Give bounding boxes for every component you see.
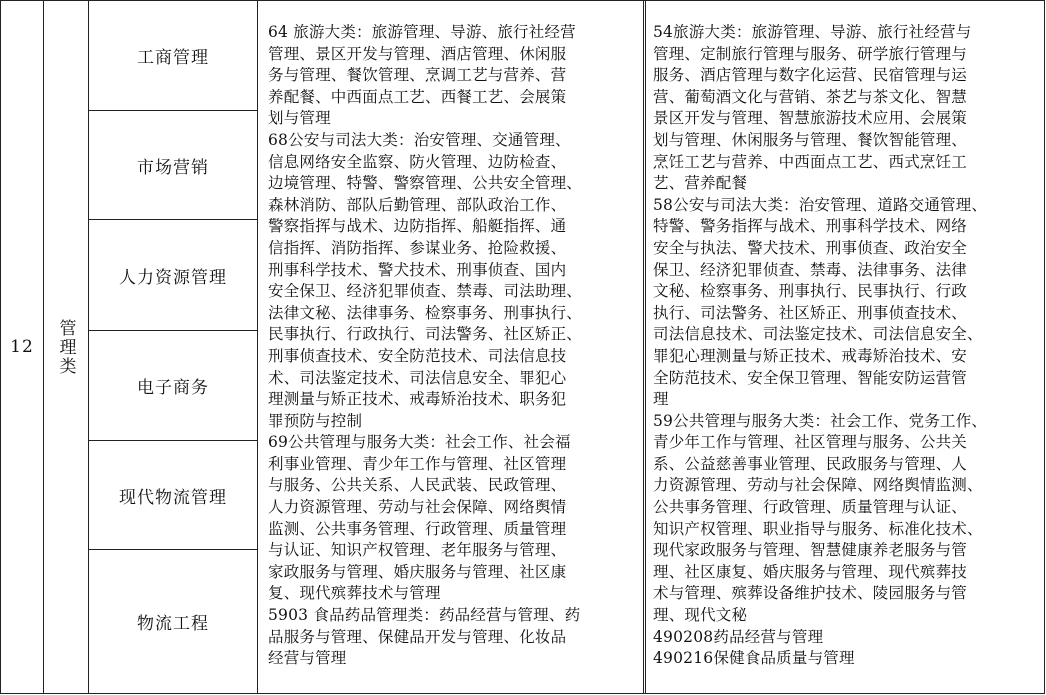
text-line: 划与管理、休闲服务与管理、餐饮智能管理、 xyxy=(653,130,968,149)
text-line: 术、司法鉴定技术、司法信息安全、罪犯心 xyxy=(268,368,567,387)
text-line: 复、现代殡葬技术与管理 xyxy=(268,584,441,603)
text-line: 人力资源管理、劳动与社会保障、网络舆情 xyxy=(268,498,567,517)
text-line: 司法信息技术、司法鉴定技术、司法信息安全、 xyxy=(653,325,983,344)
text-line: 管理、景区开发与管理、酒店管理、休闲服 xyxy=(268,44,567,63)
text-line: 69公共管理与服务大类：社会工作、社会福 xyxy=(268,433,571,452)
text-line: 营、葡萄酒文化与营销、茶艺与茶文化、智慧 xyxy=(653,87,968,106)
major-cell xyxy=(89,1,257,110)
text-line: 全防范技术、安全保卫管理、智能安防运营管 xyxy=(653,368,968,387)
major-name: 市场营销 xyxy=(137,157,209,178)
text-line: 490208药品经营与管理 xyxy=(653,627,824,646)
text-line: 法律文秘、法律事务、检察事务、刑事执行、 xyxy=(268,303,583,322)
text-line: 公共事务管理、行政管理、质量管理与认证、 xyxy=(653,498,968,517)
text-line: 边境管理、特警、警察管理、公共安全管理、 xyxy=(268,174,583,193)
text-line: 58公安与司法大类：治安管理、道路交通管理、 xyxy=(653,195,988,214)
text-line: 烹饪工艺与营养、中西面点工艺、西式烹饪工 xyxy=(653,152,968,171)
text-line: 青少年工作与管理、社区管理与服务、公共关 xyxy=(653,433,968,452)
table-border-bottom xyxy=(0,693,1045,694)
text-line: 经营与管理 xyxy=(268,649,347,668)
text-line: 罪犯心理测量与矫正技术、戒毒矫治技术、安 xyxy=(653,346,968,365)
text-line: 与服务、公共关系、人民武装、民政管理、 xyxy=(268,476,567,495)
new-catalog-majors xyxy=(653,22,987,670)
text-line: 现代家政服务与管理、智慧健康养老服务与管 xyxy=(653,541,968,560)
major-cell xyxy=(89,441,257,549)
text-line: 特警、警务指挥与战术、刑事科学技术、网络 xyxy=(653,217,968,236)
text-line: 养配餐、中西面点工艺、西餐工艺、会展策 xyxy=(268,87,567,106)
text-line: 文秘、检察事务、刑事执行、民事执行、行政 xyxy=(653,282,968,301)
text-line: 力资源管理、劳动与社会保障、网络舆情监测、 xyxy=(653,476,983,495)
category-cell xyxy=(44,1,88,693)
text-line: 监测、公共事务管理、行政管理、质量管理 xyxy=(268,519,567,538)
text-line: 刑事侦查技术、安全防范技术、司法信息技 xyxy=(268,346,567,365)
text-line: 68公安与司法大类：治安管理、交通管理、 xyxy=(268,130,571,149)
text-line: 54旅游大类：旅游管理、导游、旅行社经营与 xyxy=(653,23,972,41)
major-cell xyxy=(89,220,257,330)
text-line: 服务、酒店管理与数字化运营、民宿管理与运 xyxy=(653,66,968,85)
text-line: 罪预防与控制 xyxy=(268,411,363,430)
old-catalog-majors xyxy=(268,22,582,670)
major-name: 人力资源管理 xyxy=(119,267,227,288)
text-line: 民事执行、行政执行、司法警务、社区矫正、 xyxy=(268,325,583,344)
text-line: 警察指挥与战术、边防指挥、船艇指挥、通 xyxy=(268,217,567,236)
major-name: 电子商务 xyxy=(137,378,209,398)
text-line: 品服务与管理、保健品开发与管理、化妆品 xyxy=(268,627,567,646)
text-line: 信指挥、消防指挥、参谋业务、抢险救援、 xyxy=(268,238,567,257)
table-border-right xyxy=(1044,0,1045,694)
major-cell xyxy=(89,550,257,693)
text-line: 管理、定制旅行管理与服务、研学旅行管理与 xyxy=(653,44,968,63)
major-name: 工商管理 xyxy=(137,48,209,68)
text-line: 安全与执法、警犬技术、刑事侦查、政治安全 xyxy=(653,238,968,257)
text-line: 59公共管理与服务大类：社会工作、党务工作、 xyxy=(653,411,988,430)
text-line: 术与管理、殡葬设备维护技术、陵园服务与管 xyxy=(653,584,968,603)
text-line: 保卫、经济犯罪侦查、禁毒、法律事务、法律 xyxy=(653,260,968,279)
column-divider xyxy=(257,0,258,694)
major-name: 物流工程 xyxy=(137,614,209,634)
text-line: 信息网络安全监察、防火管理、边防检查、 xyxy=(268,152,567,171)
text-line: 理测量与矫正技术、戒毒矫治技术、职务犯 xyxy=(268,390,567,409)
text-line: 理、社区康复、婚庆服务与管理、现代殡葬技 xyxy=(653,562,968,581)
text-line: 系、公益慈善事业管理、民政服务与管理、人 xyxy=(653,454,968,473)
major-name: 现代物流管理 xyxy=(119,487,227,508)
text-line: 5903 食品药品管理类：药品经营与管理、药 xyxy=(268,606,581,625)
text-line: 执行、司法警务、社区矫正、刑事侦查技术、 xyxy=(653,303,968,322)
text-line: 刑事科学技术、警犬技术、刑事侦查、国内 xyxy=(268,260,567,279)
column-divider xyxy=(643,0,644,694)
text-line: 安全保卫、经济犯罪侦查、禁毒、司法助理、 xyxy=(268,282,583,301)
text-line: 务与管理、餐饮管理、烹调工艺与营养、营 xyxy=(268,66,567,85)
row-number xyxy=(1,1,43,693)
major-cell xyxy=(89,331,257,440)
text-line: 理 xyxy=(653,390,669,409)
text-line: 与认证、知识产权管理、老年服务与管理、 xyxy=(268,541,567,560)
text-line: 理、现代文秘 xyxy=(653,606,748,625)
text-line: 490216保健食品质量与管理 xyxy=(653,649,855,668)
row-number-text: 12 xyxy=(10,337,34,357)
major-cell xyxy=(89,111,257,219)
category-label: 管理类 xyxy=(55,318,76,376)
text-line: 景区开发与管理、智慧旅游技术应用、会展策 xyxy=(653,109,968,128)
text-line: 艺、营养配餐 xyxy=(653,174,748,193)
text-line: 64 旅游大类：旅游管理、导游、旅行社经营 xyxy=(268,23,576,41)
text-line: 知识产权管理、职业指导与服务、标准化技术、 xyxy=(653,519,983,538)
text-line: 森林消防、部队后勤管理、部队政治工作、 xyxy=(268,195,567,214)
text-line: 划与管理 xyxy=(268,109,331,128)
text-line: 利事业管理、青少年工作与管理、社区管理 xyxy=(268,454,567,473)
text-line: 家政服务与管理、婚庆服务与管理、社区康 xyxy=(268,562,567,581)
column-divider xyxy=(645,0,646,694)
